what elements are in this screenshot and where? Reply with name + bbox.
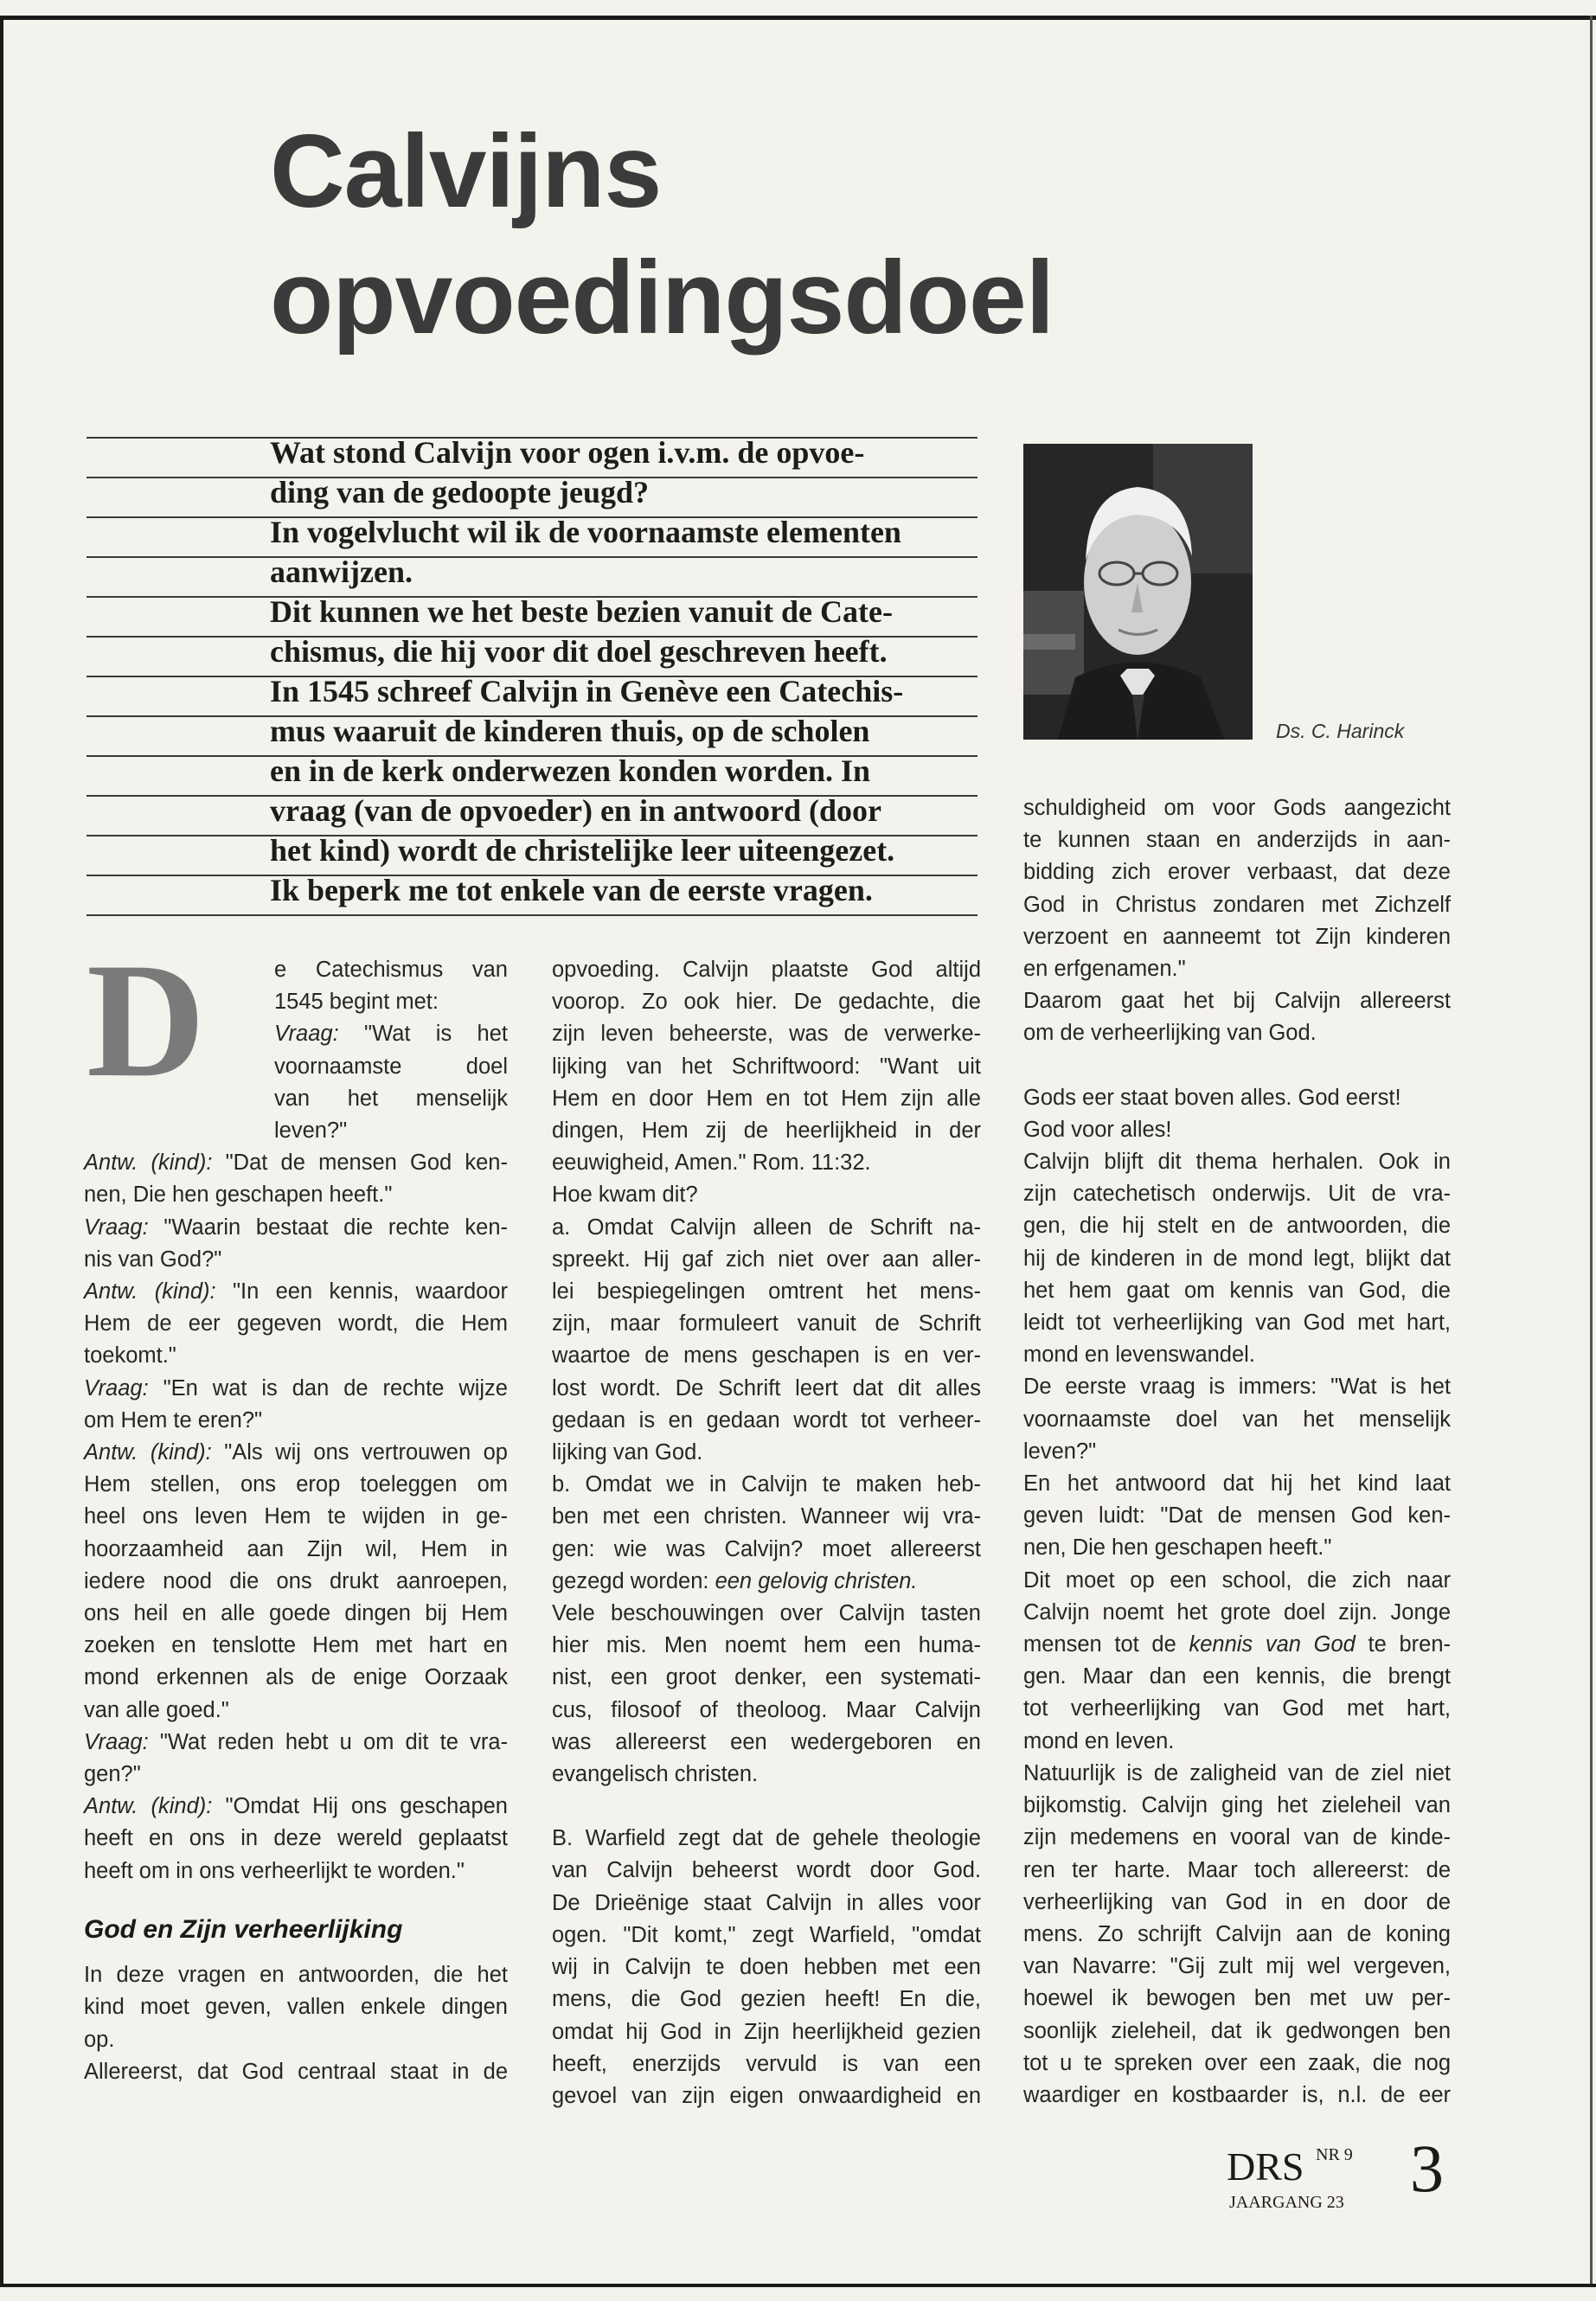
text-line: 1545 begint met: bbox=[274, 990, 439, 1015]
title-line-2: opvoedingsdoel bbox=[270, 240, 1054, 356]
text-line: B. Warfield zegt dat de gehele theologie bbox=[552, 1826, 981, 1851]
text-line: en erfgenamen." bbox=[1023, 957, 1186, 982]
text-line: zijn leven beheerste, was de verwerke- bbox=[552, 1022, 981, 1047]
intro-line: Wat stond Calvijn voor ogen i.v.m. de opvoe- bbox=[270, 435, 865, 470]
intro-line: ding van de gedoopte jeugd? bbox=[270, 475, 650, 510]
text-line: zoeken en tenslotte Hem met hart en bbox=[84, 1633, 508, 1658]
text-line: Calvijn blijft dit thema herhalen. Ook in bbox=[1023, 1150, 1451, 1175]
text-line: verheerlijking van God in en door de bbox=[1023, 1889, 1451, 1914]
text-line: gezegd worden: een gelovig christen. bbox=[552, 1568, 918, 1593]
answer-label: Antw. (kind): bbox=[84, 1150, 213, 1176]
text-line: Vraag: "Wat is het bbox=[274, 1022, 508, 1047]
text-line: bijkomstig. Calvijn ging het zieleheil van bbox=[1023, 1793, 1451, 1818]
answer-label: Antw. (kind): bbox=[84, 1794, 213, 1819]
text-line: hoewel ik bewogen ben met uw per- bbox=[1023, 1986, 1451, 2011]
photo-caption: Ds. C. Harinck bbox=[1276, 720, 1405, 742]
text-line: tot verheerlijking van God met hart, bbox=[1023, 1696, 1451, 1721]
answer-label: Antw. (kind): bbox=[84, 1279, 216, 1304]
text-line: mond en leven. bbox=[1023, 1728, 1175, 1753]
text-line: In deze vragen en antwoorden, die het bbox=[84, 1963, 508, 1988]
text-line: heeft, enerzijds vervuld is van een bbox=[552, 2051, 981, 2076]
text-line: zijn medemens en vooral van de kinde- bbox=[1023, 1825, 1451, 1850]
author-portrait bbox=[1023, 444, 1253, 740]
text-line: was allereerst een wedergeboren en bbox=[552, 1729, 981, 1754]
text-line: hier mis. Men noemt hem een huma- bbox=[552, 1633, 981, 1658]
text-line: geven luidt: "Dat de mensen God ken- bbox=[1023, 1503, 1451, 1529]
article-title bbox=[270, 108, 1221, 361]
text-line: Antw. (kind): "Omdat Hij ons geschapen bbox=[84, 1794, 508, 1819]
volume-label: JAARGANG 23 bbox=[1229, 2193, 1344, 2212]
text-line: voorop. Zo ook hier. De gedachte, die bbox=[552, 990, 981, 1015]
text-line: gen. Maar dan een kennis, die brengt bbox=[1023, 1664, 1451, 1689]
text-line: Antw. (kind): "Dat de mensen God ken- bbox=[84, 1150, 508, 1176]
text-line: leidt tot verheerlijking van God met hart, bbox=[1023, 1311, 1451, 1336]
portrait-image bbox=[1023, 444, 1253, 740]
text-line: b. Omdat we in Calvijn te maken heb- bbox=[552, 1472, 981, 1497]
text-line: van het menselijk bbox=[274, 1086, 508, 1111]
text-line: ons heil en alle goede dingen bij Hem bbox=[84, 1601, 508, 1626]
column-2 bbox=[552, 954, 981, 2112]
intro-line: en in de kerk onderwezen konden worden. In bbox=[270, 753, 871, 788]
text-line: lei bespiegelingen omtrent het mens- bbox=[552, 1279, 981, 1304]
text-line: hij de kinderen in de mond legt, blijkt dat bbox=[1023, 1246, 1451, 1271]
text-line: van Navarre: "Gij zult mij wel vergeven, bbox=[1023, 1954, 1451, 1979]
text-line: hoorzaamheid aan Zijn wil, Hem in bbox=[84, 1536, 508, 1561]
text-line: zijn, maar formuleert vanuit de Schrift bbox=[552, 1311, 981, 1336]
text-line: omdat hij God in Zijn heerlijkheid gezien bbox=[552, 2019, 981, 2044]
text-line: bidding zich erover verbaast, dat deze bbox=[1023, 860, 1451, 885]
question-label: Vraag: bbox=[84, 1729, 149, 1754]
question-label: Vraag: bbox=[84, 1375, 149, 1400]
text-line: verzoent en aanneemt tot Zijn kinderen bbox=[1023, 924, 1451, 949]
text-line: ren ter harte. Maar toch allereerst: de bbox=[1023, 1857, 1451, 1882]
text-line: heel ons leven Hem te wijden in ge- bbox=[84, 1504, 508, 1529]
text-line: leven?" bbox=[274, 1118, 348, 1144]
text-line: a. Omdat Calvijn alleen de Schrift na- bbox=[552, 1215, 981, 1240]
text-line: Antw. (kind): "In een kennis, waardoor bbox=[84, 1279, 508, 1304]
text-line: lijking van God. bbox=[552, 1440, 703, 1465]
intro-line: In vogelvlucht wil ik de voornaamste elementen bbox=[270, 515, 901, 549]
question-label: Vraag: bbox=[274, 1022, 339, 1047]
text-line: gen?" bbox=[84, 1762, 141, 1787]
text-line: schuldigheid om voor Gods aangezicht bbox=[1023, 796, 1451, 820]
text-line: mond erkennen als de enige Oorzaak bbox=[84, 1665, 508, 1690]
text-line: tot u te spreken over een zaak, die nog bbox=[1023, 2050, 1451, 2075]
text-line: eeuwigheid, Amen." Rom. 11:32. bbox=[552, 1150, 871, 1176]
emphasis: kennis van God bbox=[1189, 1632, 1356, 1657]
text-line: Hem stellen, ons erop toeleggen om bbox=[84, 1472, 508, 1497]
text-line: toekomt." bbox=[84, 1343, 176, 1368]
text-line: Vraag: "En wat is dan de rechte wijze bbox=[84, 1375, 508, 1400]
column-1 bbox=[84, 954, 508, 2088]
text-line: mens. Zo schrijft Calvijn aan de koning bbox=[1023, 1921, 1451, 1946]
text-line: het hem gaat om kennis van God, die bbox=[1023, 1278, 1451, 1303]
text-line: om de verheerlijking van God. bbox=[1023, 1021, 1317, 1046]
emphasis: een gelovig christen. bbox=[715, 1568, 918, 1593]
text-line: Vraag: "Wat reden hebt u om dit te vra- bbox=[84, 1729, 508, 1754]
text-line: mens, die God gezien heeft! En die, bbox=[552, 1987, 981, 2012]
text-line: Hoe kwam dit? bbox=[552, 1183, 698, 1208]
text-line: mond en levenswandel. bbox=[1023, 1343, 1255, 1368]
text-line: cus, filosoof of theoloog. Maar Calvijn bbox=[552, 1697, 981, 1722]
text-line: iedere nood die ons drukt aanroepen, bbox=[84, 1568, 508, 1593]
intro-line: Dit kunnen we het beste bezien vanuit de Cate- bbox=[270, 594, 893, 629]
text-line: evangelisch christen. bbox=[552, 1762, 759, 1787]
text-line: voornaamste doel bbox=[274, 1054, 508, 1079]
text-line: opvoeding. Calvijn plaatste God altijd bbox=[552, 958, 981, 982]
text-line: De Drieënige staat Calvijn in alles voor bbox=[552, 1890, 981, 1915]
text-line: waardiger en kostbaarder is, n.l. de eer bbox=[1023, 2082, 1451, 2107]
text-line: waartoe de mens geschapen is en ver- bbox=[552, 1343, 981, 1368]
text-line: gedaan is en gedaan wordt tot verheer- bbox=[552, 1407, 981, 1433]
text-line: van alle goed." bbox=[84, 1697, 229, 1722]
text-line: gevoel van zijn eigen onwaardigheid en bbox=[552, 2083, 981, 2108]
text-line: om Hem te eren?" bbox=[84, 1407, 263, 1433]
text-line: zijn catechetisch onderwijs. Uit de vra- bbox=[1023, 1182, 1451, 1207]
text-line: mensen tot de kennis van God te bren- bbox=[1023, 1632, 1451, 1657]
page-footer bbox=[1227, 2131, 1469, 2221]
text-line: kind moet geven, vallen enkele dingen bbox=[84, 1995, 508, 2020]
issue-number: NR 9 bbox=[1316, 2145, 1353, 2164]
intro-line: mus waaruit de kinderen thuis, op de scholen bbox=[270, 714, 870, 748]
column-3 bbox=[1023, 792, 1451, 2112]
text-line: nen, Die hen geschapen heeft." bbox=[1023, 1535, 1332, 1561]
text-line: wij in Calvijn te doen hebben met een bbox=[552, 1955, 981, 1980]
text-line: Daarom gaat het bij Calvijn allereerst bbox=[1023, 989, 1451, 1014]
text-line: nist, een groot denker, een systemati- bbox=[552, 1665, 981, 1690]
text-line: van Calvijn beheerst wordt door God. bbox=[552, 1858, 981, 1883]
answer-label: Antw. (kind): bbox=[84, 1440, 212, 1465]
left-rule bbox=[0, 16, 3, 2287]
text-line: Antw. (kind): "Als wij ons vertrouwen op bbox=[84, 1440, 508, 1465]
bottom-rule bbox=[0, 2284, 1596, 2287]
text-line: lijking van het Schriftwoord: "Want uit bbox=[552, 1054, 981, 1079]
section-subheading: God en Zijn verheerlijking bbox=[84, 1914, 403, 1944]
text-line: soonlijk zieleheil, dat ik gedwongen ben bbox=[1023, 2018, 1451, 2043]
title-line-1: Calvijns bbox=[270, 113, 662, 229]
text-line: spreekt. Hij gaf zich niet over aan aller- bbox=[552, 1247, 981, 1272]
magazine-name: DRS bbox=[1227, 2144, 1304, 2189]
text-line: heeft om in ons verheerlijkt te worden." bbox=[84, 1858, 465, 1883]
text-line: nis van God?" bbox=[84, 1247, 222, 1272]
text-line: Gods eer staat boven alles. God eerst! bbox=[1023, 1085, 1401, 1110]
top-rule bbox=[0, 16, 1596, 20]
text-line: De eerste vraag is immers: "Wat is het bbox=[1023, 1375, 1451, 1400]
question-label: Vraag: bbox=[84, 1215, 149, 1240]
text-line: lost wordt. De Schrift leert dat dit alles bbox=[552, 1375, 981, 1400]
text-line: Dit moet op een school, die zich naar bbox=[1023, 1567, 1451, 1593]
intro-line: aanwijzen. bbox=[270, 554, 413, 589]
text-line: Allereerst, dat God centraal staat in de bbox=[84, 2059, 508, 2084]
intro-line: chismus, die hij voor dit doel geschreven heeft. bbox=[270, 634, 888, 669]
text-line: God voor alles! bbox=[1023, 1117, 1172, 1142]
text-line: op. bbox=[84, 2027, 115, 2052]
intro-lede bbox=[270, 433, 979, 910]
text-line: ben met een christen. Wanneer wij vra- bbox=[552, 1504, 981, 1529]
text-line: Vele beschouwingen over Calvijn tasten bbox=[552, 1601, 981, 1626]
text-line: gen, die hij stelt en de antwoorden, die bbox=[1023, 1214, 1451, 1239]
text-line: Calvijn noemt het grote doel zijn. Jonge bbox=[1023, 1599, 1451, 1625]
text-line: ogen. "Dit komt," zegt Warfield, "omdat bbox=[552, 1922, 981, 1947]
text-line: En het antwoord dat hij het kind laat bbox=[1023, 1471, 1451, 1497]
text-line: e Catechismus van bbox=[274, 958, 508, 982]
text-line: leven?" bbox=[1023, 1439, 1097, 1464]
page-number: 3 bbox=[1410, 2131, 1444, 2206]
intro-line: het kind) wordt de christelijke leer uiteengezet. bbox=[270, 833, 895, 868]
text-line: Vraag: "Waarin bestaat die rechte ken- bbox=[84, 1215, 509, 1240]
text-line: Hem en door Hem en tot Hem zijn alle bbox=[552, 1086, 981, 1111]
intro-line: Ik beperk me tot enkele van de eerste vragen. bbox=[270, 873, 873, 907]
text-line: dingen, Hem zij de heerlijkheid in der bbox=[552, 1118, 981, 1144]
text-line: Natuurlijk is de zaligheid van de ziel niet bbox=[1023, 1760, 1451, 1785]
text-line: God in Christus zondaren met Zichzelf bbox=[1023, 892, 1451, 917]
intro-line: vraag (van de opvoeder) en in antwoord (door bbox=[270, 793, 881, 828]
text-line: heeft en ons in deze wereld geplaatst bbox=[84, 1826, 508, 1851]
text-line: nen, Die hen geschapen heeft." bbox=[84, 1183, 393, 1208]
text-line: Hem de eer gegeven wordt, die Hem bbox=[84, 1311, 508, 1336]
drop-cap: D bbox=[87, 930, 206, 1112]
text-line: voornaamste doel van het menselijk bbox=[1023, 1407, 1451, 1432]
intro-line: In 1545 schreef Calvijn in Genève een Catechis- bbox=[270, 674, 904, 708]
text-line: gen: wie was Calvijn? moet allereerst bbox=[552, 1536, 981, 1561]
right-rule bbox=[1590, 16, 1593, 2287]
text-line: te kunnen staan en anderzijds in aan- bbox=[1023, 828, 1451, 853]
